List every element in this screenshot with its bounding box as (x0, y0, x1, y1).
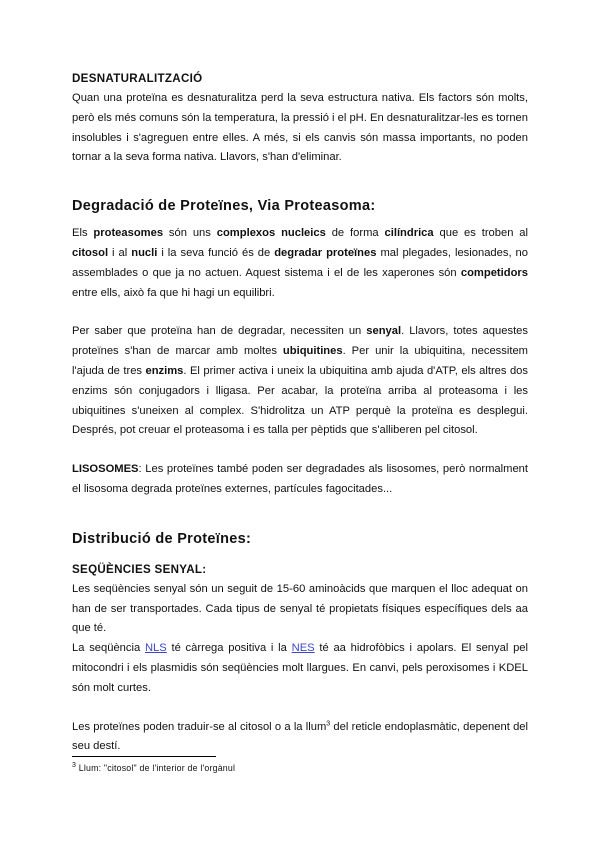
text-run: té càrrega positiva i la (166, 642, 292, 655)
text-run: Les proteïnes poden traduir-se al citosol o a la llum (72, 720, 327, 733)
subsection-title-sequencies: SEQÜÈNCIES SENYAL: (72, 562, 207, 576)
page-content (72, 70, 528, 757)
bold-term: competidors (460, 266, 528, 279)
bold-term: senyal (366, 325, 402, 338)
text-run: Per saber que proteïna han de degradar, necessiten un (72, 325, 367, 338)
bold-term: complexos nucleics (216, 227, 326, 240)
bold-term: ubiquitines (282, 345, 343, 358)
text-run: Els (72, 227, 94, 240)
bold-term: degradar proteïnes (274, 246, 377, 259)
paragraph-nls-nes (72, 639, 528, 698)
bold-term: cilíndrica (384, 227, 434, 240)
section-title-desnaturalitzacio: DESNATURALITZACIÓ (72, 72, 203, 85)
text-run: La seqüència (72, 642, 145, 655)
text-run: i la seva funció és de (157, 246, 275, 259)
paragraph-ubiquitines (72, 322, 528, 441)
nls-link[interactable]: NLS (144, 642, 167, 655)
bold-term: citosol (72, 246, 109, 259)
section-title-distribucio: Distribució de Proteïnes: (72, 530, 252, 547)
bold-term: nucli (131, 246, 158, 259)
bold-term: LISOSOMES (72, 463, 139, 476)
footnote-number: 3 (72, 762, 77, 770)
text-run: i al (108, 246, 132, 259)
text-run: té aa hidrofòbics i apolars. El senyal pel mitocondri i els plasmidis són seqüències molt llargues. En canvi, pels peroxisomes i KDEL són molt curtes. (72, 642, 528, 694)
paragraph-traduccio (72, 718, 528, 758)
footnote-separator (72, 756, 216, 757)
footnote (72, 763, 235, 773)
text-run: mal plegades, lesionades, no assemblades o que ja no actuen. Aquest sistema i el de les xaperones són (72, 246, 528, 279)
text-run: : Les proteïnes també poden ser degradades als lisosomes, però normalment el lisosoma degrada proteïnes externes, partícules fagocitades... (72, 463, 528, 495)
text-run: entre ells, això fa que hi hagi un equilibri. (72, 286, 275, 299)
text-run: . El primer activa i uneix la ubiquitina amb ajuda d'ATP, els altres dos enzims són conjugadors i lligasa. Per acabar, la proteïna arriba al proteasoma i les ubiquitines s'uneixen al complex. S'hidrolitza un ATP perquè la proteïna es desplegui. Després, pot creuar el proteasoma i es talla per pèptids que s'alliberen pel citosol. (72, 364, 528, 437)
nes-link[interactable]: NES (291, 642, 315, 655)
text-run: . Llavors, totes aquestes proteïnes s'han de marcar amb moltes (72, 325, 528, 358)
section-title-degradacio: Degradació de Proteïnes, Via Proteasoma: (72, 198, 376, 215)
footnote-text: Llum: "citosol" de l'interior de l'orgànul (76, 763, 236, 773)
footnote-reference[interactable]: 3 (326, 719, 331, 727)
paragraph-desnaturalitzacio: Quan una proteïna es desnaturalitza perd la seva estructura nativa. Els factors són molts, però els més comuns són la temperatura, la pressió i el pH. En desnaturalitzar-les es tornen insolubles i s'agreguen entre elles. A més, si els canvis són massa importants, no poden tornar a la seva forma nativa. Llavors, s'han d'eliminar. (72, 92, 528, 164)
text-run: que es troben al (433, 227, 529, 240)
text-run: del reticle endoplasmàtic, depenent del seu destí. (72, 720, 528, 753)
bold-term: proteasomes (93, 227, 164, 240)
paragraph-lisosomes (72, 460, 528, 500)
bold-term: enzims (145, 364, 184, 377)
paragraph-proteasomes (72, 224, 528, 303)
paragraph-sequencies: Les seqüències senyal són un seguit de 15-60 aminoàcids que marquen el lloc adequat on han de ser transportades. Cada tipus de senyal té propietats físiques específiques dels aa que té. (72, 582, 528, 635)
text-run: són uns (163, 227, 217, 240)
text-run: . Per unir la ubiquitina, necessitem l'ajuda de tres (72, 345, 528, 377)
text-run: de forma (325, 227, 385, 240)
